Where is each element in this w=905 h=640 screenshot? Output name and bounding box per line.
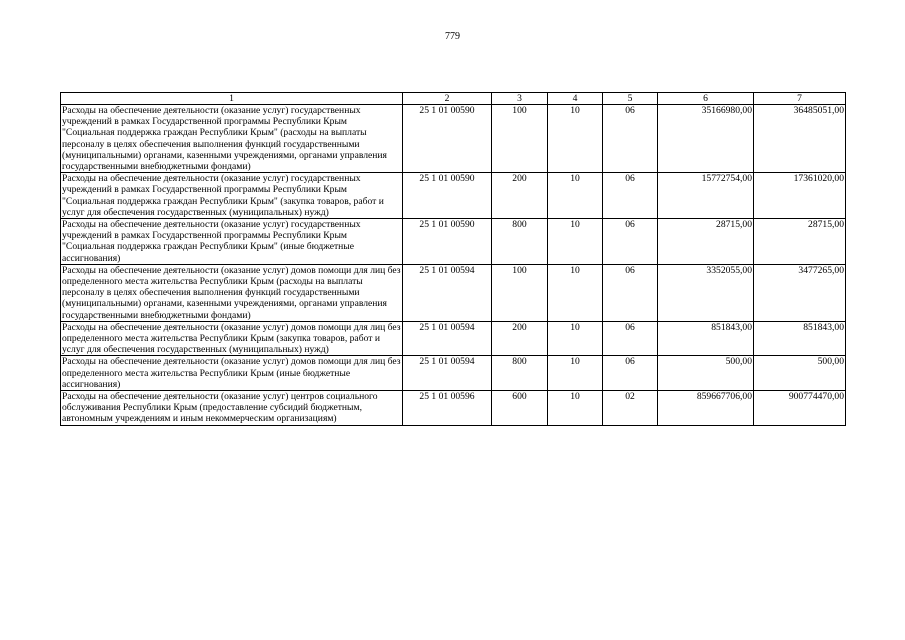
amount-year-2: 900774470,00 bbox=[754, 391, 846, 426]
page-number: 779 bbox=[445, 31, 460, 42]
expense-type-code: 100 bbox=[492, 264, 548, 321]
section-code: 10 bbox=[548, 105, 603, 173]
expense-type-code: 800 bbox=[492, 356, 548, 391]
expense-type-code: 100 bbox=[492, 105, 548, 173]
row-description: Расходы на обеспечение деятельности (оказание услуг) государственных учреждений в рамках Государственной программы Республики Крым "Социальная поддержка граждан Республики Крым" (иные бюджетные ассигнования) bbox=[61, 219, 403, 265]
amount-year-2: 17361020,00 bbox=[754, 173, 846, 219]
row-description: Расходы на обеспечение деятельности (оказание услуг) центров социального обслуживания Республики Крым (предоставление субсидий бюджетным, автономным учреждениям и иным некоммерческим организациям) bbox=[61, 391, 403, 426]
table-row bbox=[61, 321, 846, 356]
amount-year-1: 15772754,00 bbox=[658, 173, 754, 219]
table-row bbox=[61, 105, 846, 173]
section-code: 10 bbox=[548, 219, 603, 265]
column-header: 1 bbox=[61, 93, 403, 105]
amount-year-1: 3352055,00 bbox=[658, 264, 754, 321]
expense-type-code: 200 bbox=[492, 321, 548, 356]
row-description: Расходы на обеспечение деятельности (оказание услуг) домов помощи для лиц без определенного места жительства Республики Крым (иные бюджетные ассигнования) bbox=[62, 356, 401, 390]
target-article-code: 25 1 01 00596 bbox=[403, 391, 492, 426]
row-description: Расходы на обеспечение деятельности (оказание услуг) государственных учреждений в рамках Государственной программы Республики Крым "Социальная поддержка граждан Республики Крым" (расходы на выплаты персоналу в целях обеспечения выполнения функций государственными (муниципальными) органами, казенными учреждениями, органами управления государственными внебюджетными фондами) bbox=[61, 105, 403, 173]
target-article-code: 25 1 01 00594 bbox=[403, 321, 492, 356]
subsection-code: 06 bbox=[603, 105, 658, 173]
column-header: 2 bbox=[403, 93, 492, 105]
subsection-code: 06 bbox=[603, 173, 658, 219]
header-row bbox=[61, 93, 846, 105]
section-code: 10 bbox=[548, 321, 603, 356]
section-code: 10 bbox=[548, 391, 603, 426]
table-row bbox=[61, 391, 846, 426]
section-code: 10 bbox=[548, 356, 603, 391]
table-row bbox=[61, 356, 846, 391]
expense-type-code: 200 bbox=[492, 173, 548, 219]
section-code: 10 bbox=[548, 173, 603, 219]
column-header: 3 bbox=[492, 93, 548, 105]
amount-year-1: 28715,00 bbox=[658, 219, 754, 265]
subsection-code: 02 bbox=[603, 391, 658, 426]
table-row bbox=[61, 219, 846, 265]
row-description: Расходы на обеспечение деятельности (оказание услуг) домов помощи для лиц без определенного места жительства Республики Крым (расходы на выплаты персоналу в целях обеспечения выполнения функций государственными (муниципальными) органами, казенными учреждениями, органами управления государственными внебюджетными фондами) bbox=[62, 264, 401, 321]
table-row bbox=[61, 264, 846, 321]
amount-year-2: 500,00 bbox=[754, 356, 846, 391]
target-article-code: 25 1 01 00594 bbox=[403, 356, 492, 391]
column-header: 6 bbox=[658, 93, 754, 105]
row-description: Расходы на обеспечение деятельности (оказание услуг) домов помощи для лиц без определенного места жительства Республики Крым (закупка товаров, работ и услуг для обеспечения государственных (муниципальных) нужд) bbox=[62, 321, 401, 356]
budget-table bbox=[60, 92, 846, 426]
column-header: 4 bbox=[548, 93, 603, 105]
target-article-code: 25 1 01 00590 bbox=[403, 105, 492, 173]
table-row bbox=[61, 173, 846, 219]
amount-year-2: 28715,00 bbox=[754, 219, 846, 265]
row-description: Расходы на обеспечение деятельности (оказание услуг) государственных учреждений в рамках Государственной программы Республики Крым "Социальная поддержка граждан Республики Крым" (закупка товаров, работ и услуг для обеспечения государственных (муниципальных) нужд) bbox=[61, 173, 403, 219]
column-header: 5 bbox=[603, 93, 658, 105]
column-header: 7 bbox=[754, 93, 846, 105]
amount-year-2: 36485051,00 bbox=[754, 105, 846, 173]
amount-year-2: 851843,00 bbox=[754, 321, 846, 356]
target-article-code: 25 1 01 00590 bbox=[403, 173, 492, 219]
subsection-code: 06 bbox=[603, 321, 658, 356]
amount-year-1: 851843,00 bbox=[658, 321, 754, 356]
amount-year-1: 859667706,00 bbox=[658, 391, 754, 426]
expense-type-code: 800 bbox=[492, 219, 548, 265]
amount-year-2: 3477265,00 bbox=[754, 264, 846, 321]
expense-type-code: 600 bbox=[492, 391, 548, 426]
target-article-code: 25 1 01 00590 bbox=[403, 219, 492, 265]
amount-year-1: 500,00 bbox=[658, 356, 754, 391]
subsection-code: 06 bbox=[603, 356, 658, 391]
section-code: 10 bbox=[548, 264, 603, 321]
subsection-code: 06 bbox=[603, 219, 658, 265]
target-article-code: 25 1 01 00594 bbox=[403, 264, 492, 321]
subsection-code: 06 bbox=[603, 264, 658, 321]
amount-year-1: 35166980,00 bbox=[658, 105, 754, 173]
